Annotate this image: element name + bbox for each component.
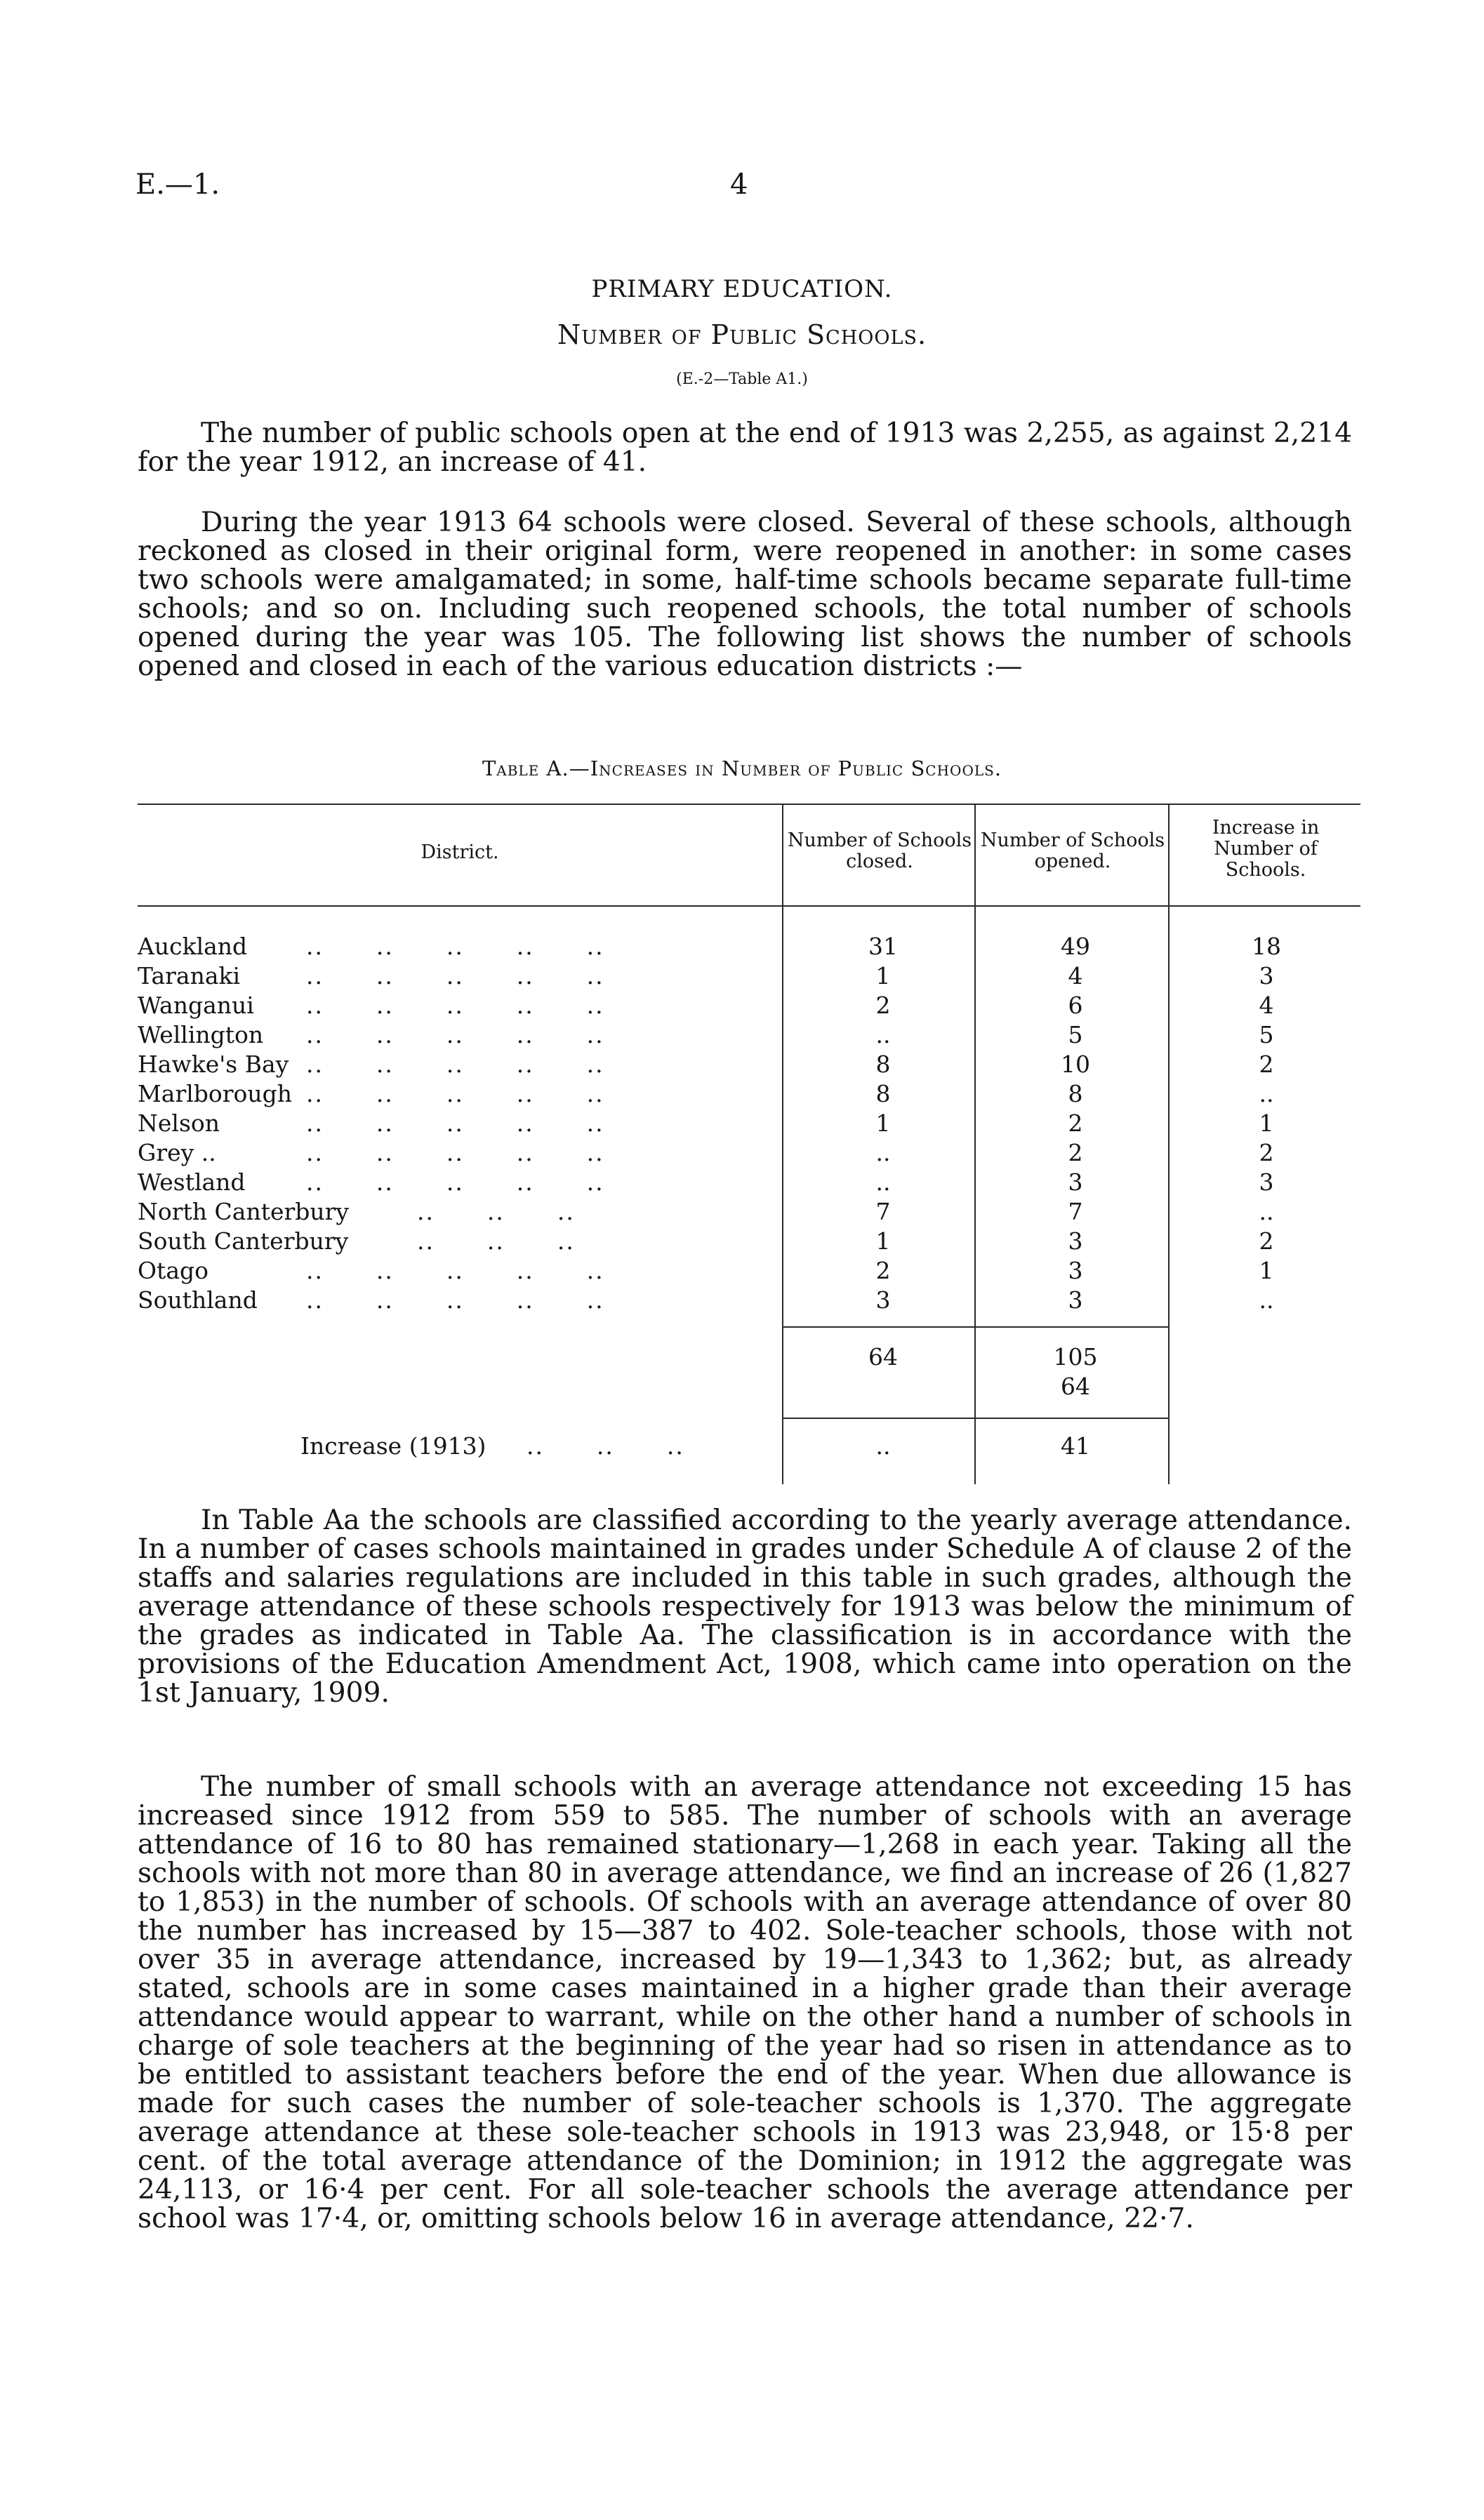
increase-value: 2 [1259,1051,1274,1078]
leader-dots: .. .. .. .. .. [306,1021,604,1048]
leader-dots: .. .. .. .. .. [306,1109,604,1137]
table-row [138,1138,1360,1168]
opened-value: 8 [1068,1080,1083,1107]
table-header-rule [138,905,1360,907]
closed-value: .. [875,1168,891,1196]
district-name: Southland [138,1286,258,1314]
table-row [138,1109,1360,1138]
district-name: Otago [138,1257,208,1284]
leader-dots: .. .. .. .. .. [306,933,604,960]
increase-value: 2 [1259,1227,1274,1255]
opened-value: 3 [1068,1227,1083,1255]
increase-value: 3 [1259,1168,1274,1196]
increase-value: 18 [1252,933,1281,960]
district-name: Wanganui [138,992,254,1019]
leader-dots: .. .. .. .. .. [306,1286,604,1314]
closed-value: 8 [875,1051,891,1078]
closed-value: 3 [875,1286,891,1314]
leader-dots: .. .. .. [526,1432,684,1460]
column-header-opened: Number of Schools opened. [980,829,1165,872]
leader-dots: .. .. .. .. .. [306,1139,604,1166]
increase-value: 4 [1259,992,1274,1019]
leader-dots: .. .. .. .. .. [306,1257,604,1284]
leader-dots: .. .. .. .. .. [306,1168,604,1196]
closed-value: 2 [875,1257,891,1284]
paragraph-table-aa: In Table Aa the schools are classified according to the yearly average attendance. In a number of cases schools maintained in grades under Schedule A of clause 2 of the staffs and salaries regulations are included in this table in such grades, although the average attendance of these schools respectively for 1913 was below the minimum of the grades as indicated in Table Aa. The classification is in accordance with the provisions of the Education Amendment Act, 1908, which came into operation on the 1st January, 1909. [138,1505,1352,1709]
district-name: Wellington [138,1021,264,1048]
district-name: Grey .. [138,1139,216,1166]
column-header-increase: Increase in Number of Schools. [1212,817,1320,881]
closed-value: 7 [875,1198,891,1225]
opened-value: 4 [1068,962,1083,989]
paragraph-school-count: The number of public schools open at the end of 1913 was 2,255, as against 2,214 for the year 1912, an increase of 41. [138,418,1352,478]
table-row [138,1168,1360,1197]
increase-value: .. [1259,1198,1274,1225]
closed-value: 1 [875,1109,891,1137]
increase-value: 1 [1259,1257,1274,1284]
table-row [138,1256,1360,1286]
table-reference: (E.-2—Table A1.) [676,371,808,388]
increase-value: 3 [1259,962,1274,989]
section-subheading: Number of Public Schools. [557,319,927,350]
district-name: Marlborough [138,1080,293,1107]
opened-value: 2 [1068,1139,1083,1166]
column-header-district: District. [420,841,499,863]
increase-row-label: Increase (1913) [300,1432,486,1460]
leader-dots: .. .. .. .. .. [306,992,604,1019]
opened-value: 3 [1068,1257,1083,1284]
table-row [138,1197,1360,1227]
leader-dots: .. .. .. .. .. [306,1051,604,1078]
closed-value: 1 [875,1227,891,1255]
leader-dots: .. .. .. [417,1198,575,1225]
district-name: South Canterbury [138,1227,349,1255]
table-row [138,961,1360,991]
district-name: Taranaki [138,962,241,989]
increase-rule [782,1418,1170,1419]
section-heading: PRIMARY EDUCATION. [591,275,893,303]
paragraph-small-schools: The number of small schools with an average attendance not exceeding 15 has increased since 1912 from 559 to 585. The number of schools with an average attendance of 16 to 80 has remained stationary—1,268 in each year. Taking all the schools with not more than 80 in average attendance, we find an increase of 26 (1,827 to 1,853) in the number of schools. Of schools with an average attendance of over 80 the number has increased by 15—387 to 402. Sole-teacher schools, those with not over 35 in average attendance, increased by 19—1,343 to 1,362; but, as already stated, schools are in some cases maintained in a higher grade than their average attendance would appear to warrant, while on the other hand a number of schools in charge of sole teachers at the beginning of the year had so risen in attendance as to be entitled to assistant teachers before the end of the year. When due allowance is made for such cases the number of sole-teacher schools is 1,370. The aggregate average attendance at these sole-teacher schools in 1913 was 23,948, or 15·8 per cent. of the total average attendance of the Dominion; in 1912 the aggregate was 24,113, or 16·4 per cent. For all sole-teacher schools the average attendance per school was 17·4, or, omitting schools below 16 in average attendance, 22·7. [138,1771,1352,2234]
table-row [138,1286,1360,1315]
district-name: North Canterbury [138,1198,350,1225]
increase-value: .. [1259,1080,1274,1107]
closed-value: .. [875,1139,891,1166]
opened-value: 3 [1068,1168,1083,1196]
table-row [138,1079,1360,1109]
closed-value: 2 [875,992,891,1019]
increase-value: 1 [1259,1109,1274,1137]
leader-dots: .. .. .. [417,1227,575,1255]
district-name: Hawke's Bay [138,1051,289,1078]
opened-value: 7 [1068,1198,1083,1225]
total-closed: 64 [868,1343,898,1371]
page-number: 4 [730,168,748,201]
table-row [138,1020,1360,1050]
table-row [138,932,1360,961]
table-row [138,991,1360,1020]
district-name: Westland [138,1168,246,1196]
column-header-closed: Number of Schools closed. [787,829,972,872]
table-row [138,1227,1360,1256]
total-opened: 105 [1053,1343,1098,1371]
totals-rule [782,1326,1170,1328]
opened-value: 6 [1068,992,1083,1019]
opened-value: 5 [1068,1021,1083,1048]
table-row [138,1050,1360,1079]
opened-value: 49 [1061,933,1090,960]
closed-value: 31 [868,933,898,960]
district-name: Auckland [138,933,248,960]
closed-value: 8 [875,1080,891,1107]
increase-closed: .. [875,1432,891,1460]
increase-value: .. [1259,1286,1274,1314]
closed-value: 1 [875,962,891,989]
total-opened-less-closed: 64 [1061,1373,1090,1400]
opened-value: 2 [1068,1109,1083,1137]
increase-value: 2 [1259,1139,1274,1166]
leader-dots: .. .. .. .. .. [306,1080,604,1107]
table-title: Table A.—Increases in Number of Public Schools. [482,756,1002,780]
increase-value: 5 [1259,1021,1274,1048]
opened-value: 10 [1061,1051,1090,1078]
leader-dots: .. .. .. .. .. [306,962,604,989]
report-code: E.—1. [135,168,220,201]
table-top-rule [138,804,1360,805]
opened-value: 3 [1068,1286,1083,1314]
paragraph-schools-closed: During the year 1913 64 schools were closed. Several of these schools, although reckoned as closed in their original form, were reopened in another: in some cases two schools were amalgamated; in some, half-time schools became separate full-time schools; and so on. Including such reopened schools, the total number of schools opened during the year was 105. The following list shows the number of schools opened and closed in each of the various education districts :— [138,507,1352,682]
closed-value: .. [875,1021,891,1048]
increase-opened: 41 [1061,1432,1090,1460]
district-name: Nelson [138,1109,220,1137]
